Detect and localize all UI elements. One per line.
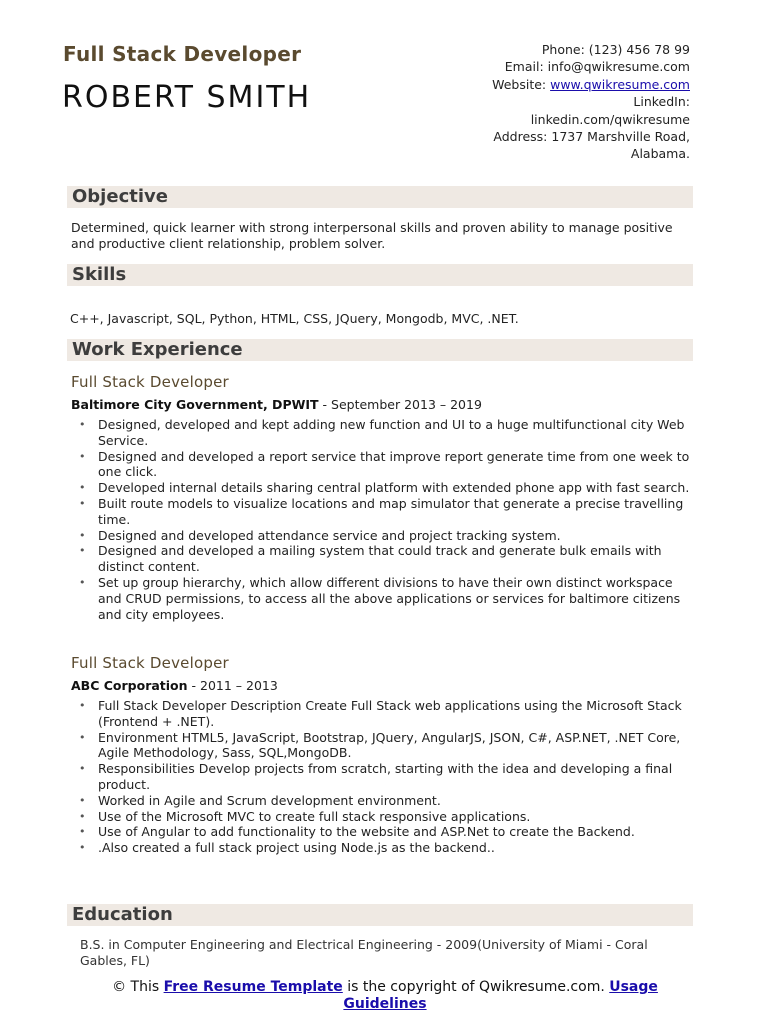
job-2-company: ABC Corporation (71, 678, 188, 693)
education-text: B.S. in Computer Engineering and Electrical Engineering - 2009(University of Miami - Coral Gables, FL) (80, 937, 648, 968)
job-2-role: Full Stack Developer (71, 654, 229, 672)
contact-linkedin-label: LinkedIn: (633, 94, 690, 110)
job-1-dates: - September 2013 – 2019 (318, 397, 482, 412)
job-2-bullets (71, 698, 696, 856)
footer-middle: is the copyright of Qwikresume.com. (342, 979, 610, 995)
skills-heading: Skills (72, 264, 127, 285)
usage-guidelines-link[interactable]: Usage Guidelines (343, 979, 658, 1012)
contact-address-line1: Address: 1737 Marshville Road, (493, 129, 690, 145)
list-item: • .Also created a full stack project using Node.js as the backend.. (71, 840, 696, 856)
list-item: • Built route models to visualize locations and map simulator that generate a precise travelling time. (71, 496, 696, 528)
work-heading: Work Experience (72, 339, 243, 360)
job-1-role: Full Stack Developer (71, 373, 229, 391)
job-2-dates: - 2011 – 2013 (187, 678, 278, 693)
education-heading: Education (72, 904, 173, 925)
copyright-footer (100, 979, 670, 1013)
list-item: • Use of Angular to add functionality to the website and ASP.Net to create the Backend. (71, 824, 696, 840)
website-link[interactable]: www.qwikresume.com (550, 76, 690, 92)
free-resume-template-link[interactable]: Free Resume Template (163, 979, 343, 995)
list-item: • Designed and developed a report service that improve report generate time from one week to one click. (71, 449, 696, 481)
objective-section-header (67, 186, 693, 208)
job-1-company: Baltimore City Government, DPWIT (71, 397, 319, 412)
objective-text: Determined, quick learner with strong interpersonal skills and proven ability to manage positive and productive client relationship, problem solver. (71, 220, 673, 251)
job-2-company-line (71, 678, 278, 693)
header-job-title: Full Stack Developer (63, 42, 302, 66)
contact-website (410, 76, 690, 93)
list-item: • Use of the Microsoft MVC to create full stack responsive applications. (71, 809, 696, 825)
website-label: Website: (492, 76, 551, 92)
list-item: • Designed, developed and kept adding new function and UI to a huge multifunctional city Web Service. (71, 417, 696, 449)
list-item: • Full Stack Developer Description Create Full Stack web applications using the Microsoft Stack (Frontend + .NET). (71, 698, 696, 730)
list-item: • Developed internal details sharing central platform with extended phone app with fast search. (71, 480, 696, 496)
candidate-name: ROBERT SMITH (62, 80, 312, 115)
objective-heading: Objective (72, 186, 168, 207)
list-item: • Environment HTML5, JavaScript, Bootstrap, JQuery, AngularJS, JSON, C#, ASP.NET, .NET Core, Agile Methodology, Sass, SQL,MongoDB. (71, 730, 696, 762)
work-section-header (67, 339, 693, 361)
contact-email: Email: info@qwikresume.com (504, 59, 690, 75)
list-item: • Worked in Agile and Scrum development environment. (71, 793, 696, 809)
skills-text: C++, Javascript, SQL, Python, HTML, CSS, JQuery, Mongodb, MVC, .NET. (70, 311, 519, 326)
contact-block (410, 41, 690, 163)
list-item: • Designed and developed a mailing system that could track and generate bulk emails with distinct content. (71, 543, 696, 575)
skills-section-header (67, 264, 693, 286)
list-item: • Designed and developed attendance service and project tracking system. (71, 528, 696, 544)
contact-phone: Phone: (123) 456 78 99 (541, 42, 690, 57)
job-1-bullets (71, 417, 696, 622)
education-section-header (67, 904, 693, 926)
list-item: • Responsibilities Develop projects from scratch, starting with the idea and developing a final product. (71, 761, 696, 793)
footer-prefix: © This (112, 979, 164, 995)
job-1-company-line (71, 397, 482, 412)
contact-linkedin-url: linkedin.com/qwikresume (530, 111, 690, 127)
contact-address-line2: Alabama. (630, 146, 690, 162)
list-item: • Set up group hierarchy, which allow different divisions to have their own distinct workspace and CRUD permissions, to access all the above applications or services for baltimore citizens and city employees. (71, 575, 696, 622)
